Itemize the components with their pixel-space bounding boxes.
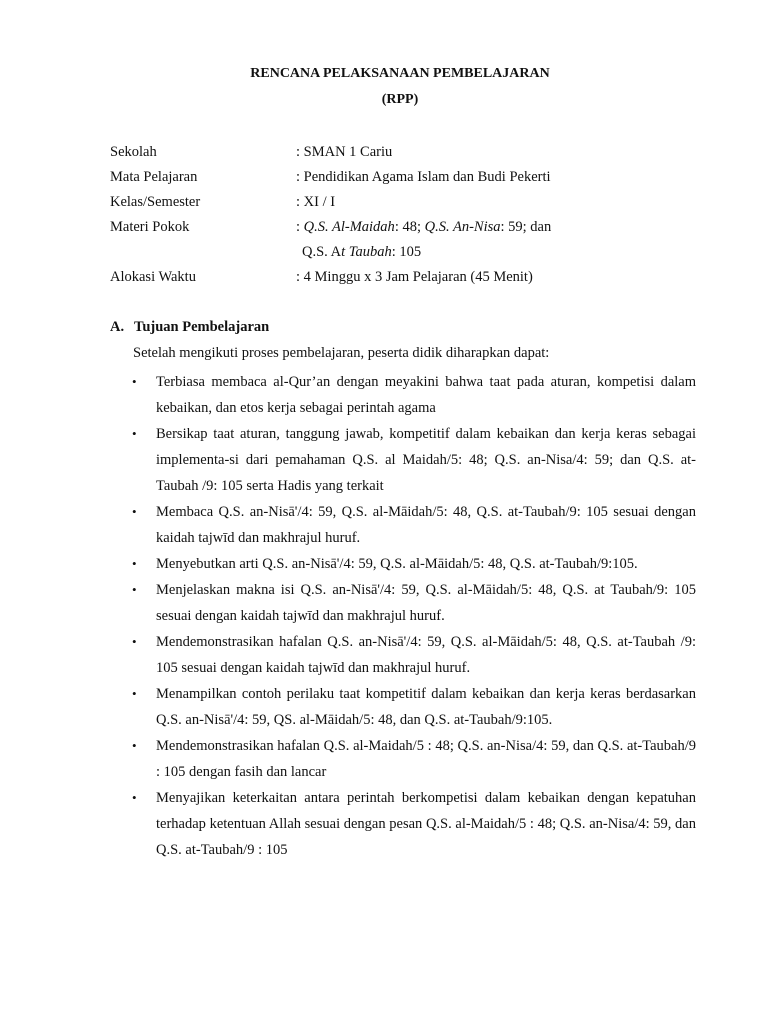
bullet-icon: • [132,738,137,753]
list-item-text: Mendemonstrasikan hafalan Q.S. an-Nisā'/4: 59, Q.S. al-Māidah/5: 48, Q.S. at-Taubah /9: 105 sesuai dengan kaidah tajwīd dan makhrajul huruf. [156,634,696,676]
materi-part4: : 59; dan [500,219,552,235]
document-subtitle: (RPP) [381,92,419,107]
list-item-text: Mendemonstrasikan hafalan Q.S. al-Maidah/5 : 48; Q.S. an-Nisa/4: 59, dan Q.S. at-Taubah/9 : 105 dengan fasih dan lancar [156,738,696,780]
objectives-list [130,369,696,863]
list-item-text: Membaca Q.S. an-Nisā'/4: 59, Q.S. al-Māidah/5: 48, Q.S. at-Taubah/9: 105 sesuai dengan kaidah tajwīd dan makhrajul huruf. [156,504,696,546]
list-item [130,421,696,499]
bullet-icon: • [132,582,137,597]
info-row-kelas [110,194,710,216]
list-item [130,551,696,577]
list-item [130,577,696,629]
list-item [130,785,696,863]
info-value: : Pendidikan Agama Islam dan Budi Pekerti [296,169,551,185]
list-item-text: Menampilkan contoh perilaku taat kompetitif dalam kebaikan dan kerja keras berdasarkan Q.S. an-Nisā'/4: 59, QS. al-Māidah/5: 48, dan Q.S. at-Taubah/9:105. [156,686,696,728]
bullet-icon: • [132,426,137,441]
materi-line2-a: Q.S. A [302,244,342,260]
list-item [130,499,696,551]
info-label: Sekolah [110,144,157,160]
info-label: Alokasi Waktu [110,269,196,285]
bullet-icon: • [132,504,137,519]
section-letter: A. [110,319,125,335]
info-label: Mata Pelajaran [110,169,198,185]
section-intro: Setelah mengikuti proses pembelajaran, peserta didik diharapkan dapat: [133,345,550,361]
bullet-icon: • [132,374,137,389]
materi-line2-c: : 105 [391,244,422,260]
document-title: RENCANA PELAKSANAAN PEMBELAJARAN [250,66,550,81]
section-heading [110,319,269,336]
info-value [296,219,551,236]
info-label: Kelas/Semester [110,194,201,210]
list-item [130,369,696,421]
info-value: : 4 Minggu x 3 Jam Pelajaran (45 Menit) [296,269,533,285]
bullet-icon: • [132,556,137,571]
info-row-alokasi [110,269,710,291]
materi-line2-b: t Taubah [341,244,392,260]
list-item [130,629,696,681]
info-row-materi-cont [110,244,710,266]
materi-part3: Q.S. An-Nisa [424,219,501,235]
list-item [130,681,696,733]
list-item-text: Menyajikan keterkaitan antara perintah berkompetisi dalam kebaikan dengan kepatuhan terhadap ketentuan Allah sesuai dengan pesan Q.S. al-Maidah/5 : 48; Q.S. an-Nisa/4: 59, dan Q.S. at-Taubah/9 : 105 [156,790,696,858]
info-value [302,244,421,261]
materi-part2: : 48; [394,219,425,235]
bullet-icon: • [132,686,137,701]
info-row-sekolah [110,144,710,166]
section-title: Tujuan Pembelajaran [134,319,270,335]
list-item-text: Menjelaskan makna isi Q.S. an-Nisā'/4: 59, Q.S. al-Māidah/5: 48, Q.S. at Taubah/9: 105 sesuai dengan kaidah tajwīd dan makhrajul huruf. [156,582,696,624]
materi-part1: Q.S. Al-Maidah [303,219,395,235]
bullet-icon: • [132,634,137,649]
list-item [130,733,696,785]
info-value: : SMAN 1 Cariu [296,144,393,160]
list-item-text: Menyebutkan arti Q.S. an-Nisā'/4: 59, Q.S. al-Māidah/5: 48, Q.S. at-Taubah/9:105. [156,556,638,572]
info-value: : XI / I [296,194,336,210]
list-item-text: Terbiasa membaca al-Qur’an dengan meyakini bahwa taat pada aturan, kompetisi dalam kebaikan, dan etos kerja sebagai perintah agama [156,374,696,416]
bullet-icon: • [132,790,137,805]
info-label: Materi Pokok [110,219,190,235]
info-row-materi [110,219,710,241]
materi-colon: : [296,219,304,235]
list-item-text: Bersikap taat aturan, tanggung jawab, kompetitif dalam kebaikan dan kerja keras sebagai implementa-si dari pemahaman Q.S. al Maidah/5: 48; Q.S. an-Nisa/4: 59; dan Q.S. at-Taubah /9: 105 serta Hadis yang terkait [156,426,696,494]
info-row-mapel [110,169,710,191]
